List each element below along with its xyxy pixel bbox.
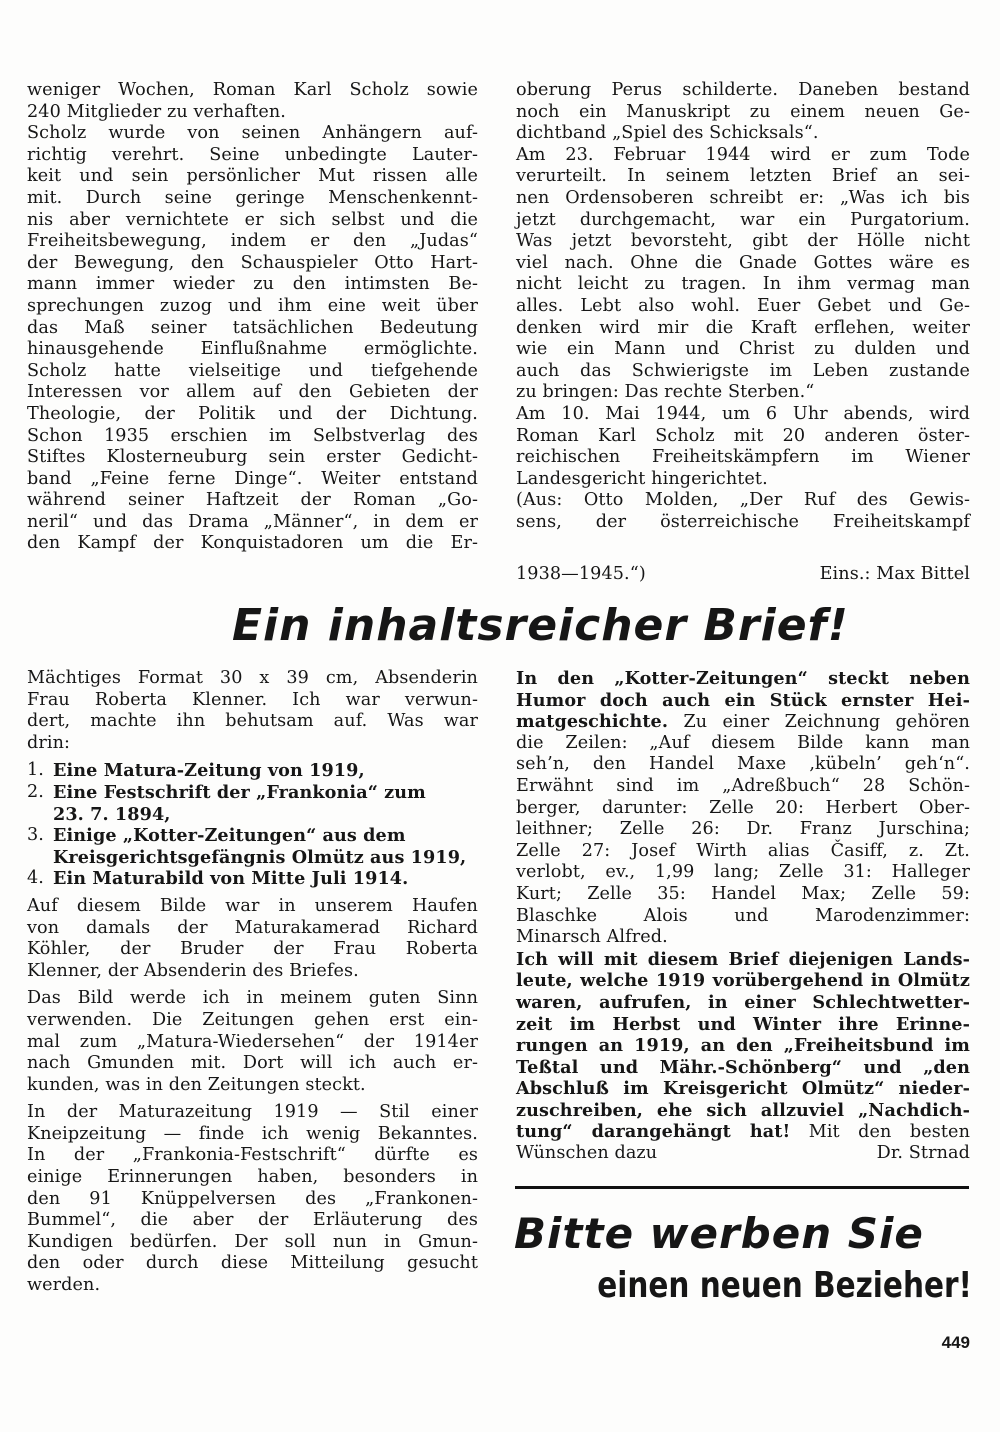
text-line: Minarsch Alfred. (516, 927, 668, 948)
text-line: verurteilt. In seinem letzten Brief an sei- (516, 166, 970, 187)
text-line: Blaschke Alois und Marodenzimmer: (516, 905, 970, 926)
text-line: Theologie, der Politik und der Dichtung. (27, 403, 478, 424)
text-line: Abschluß im Kreisgericht Olmütz“ nieder- (516, 1078, 970, 1100)
text-line: werden. (27, 1275, 101, 1296)
closing-text: Wünschen dazu (516, 1143, 658, 1164)
list-item-text: Kreisgerichtsgefängnis Olmütz aus 1919, (53, 846, 467, 868)
divider-rule (515, 1186, 969, 1189)
appeal-paragraph (516, 949, 970, 1143)
list-item-text: Einige „Kotter-Zeitungen“ aus dem (53, 825, 406, 847)
text-line: Frau Roberta Klenner. Ich war verwun- (27, 689, 478, 710)
list-item (27, 868, 478, 890)
text-line: den oder durch diese Mitteilung gesucht (27, 1253, 478, 1274)
text-line: band „Feine ferne Dinge“. Weiter entstand (27, 468, 478, 489)
list-item (27, 782, 478, 825)
list-item-text: Eine Matura-Zeitung von 1919, (53, 760, 365, 782)
text-line: Landesgericht hingerichtet. (516, 468, 768, 489)
text-line: keit und sein persönlicher Mut rissen alle (27, 166, 478, 187)
text-line: reichischen Freiheitskämpfern im Wiener (516, 447, 970, 468)
regular-fragment: Mit den besten (790, 1122, 971, 1143)
text-line: sprechungen zuzog und ihm eine weit über (27, 295, 478, 316)
text-line: verlobt, ev., 1,99 lang; Zelle 31: Halleger (516, 862, 970, 883)
list-number: 2. (27, 781, 44, 802)
text-line: oberung Perus schilderte. Daneben bestand (516, 80, 970, 100)
closing-line (516, 1143, 970, 1165)
bold-fragment: tung“ darangehängt hat! (516, 1121, 791, 1143)
text-line: dichtband „Spiel des Schicksals“. (516, 123, 819, 144)
text-line: dert, machte ihn behutsam auf. Was war (27, 711, 478, 732)
text-line: viel nach. Ohne die Gnade Gottes wäre es (516, 252, 970, 273)
text-line: (Aus: Otto Molden, „Der Ruf des Gewis- (516, 490, 970, 511)
list-item (27, 825, 478, 868)
text-line: leute, welche 1919 vorübergehend in Olmütz (516, 970, 970, 992)
article2-left-column (27, 668, 478, 1297)
text-line: noch ein Manuskript zu einem neuen Ge- (516, 101, 970, 122)
text-line: neril“ und das Drama „Männer“, in dem er (27, 511, 478, 532)
citation-end: 1938—1945.“) (516, 564, 646, 584)
text-line: auch das Schwierigste im Leben zustande (516, 360, 970, 381)
mixed-line (516, 1121, 970, 1143)
text-line: 240 Mitglieder zu verhaften. (27, 101, 286, 122)
text-line: leithner; Zelle 26: Dr. Franz Jurschina; (516, 819, 970, 840)
text-line: Teßtal und Mähr.-Schönberg“ und „den (516, 1056, 970, 1078)
text-line: Klenner, der Absenderin des Briefes. (27, 960, 359, 981)
text-line: zu bringen: Das rechte Sterben.“ (516, 382, 815, 403)
text-line: In den „Kotter-Zeitungen“ steckt neben (516, 668, 970, 689)
list-item-text: Ein Maturabild von Mitte Juli 1914. (53, 868, 409, 890)
text-line: jetzt durchgemacht, war ein Purgatorium. (516, 209, 970, 230)
text-line: sens, der österreichische Freiheitskampf (516, 511, 970, 532)
text-line: Was jetzt bevorsteht, gibt der Hölle nicht (516, 231, 970, 252)
text-line: In der Maturazeitung 1919 — Stil einer (27, 1102, 478, 1123)
list-number: 1. (27, 760, 44, 781)
text-line: nach Gmunden mit. Dort will ich auch er- (27, 1053, 478, 1074)
intro-paragraph (27, 668, 478, 754)
text-line: Kundigen bedürfen. Der soll nun in Gmun- (27, 1231, 478, 1252)
text-line: berger, darunter: Zelle 20: Herbert Ober- (516, 797, 970, 818)
text-line: richtig verehrt. Seine unbedingte Lauter- (27, 144, 478, 165)
list-item (27, 760, 478, 782)
contributor-credit: Eins.: Max Bittel (819, 564, 970, 584)
article2-headline: Ein inhaltsreicher Brief! (232, 600, 849, 651)
text-line: Am 10. Mai 1944, um 6 Uhr abends, wird (516, 403, 970, 424)
signature: Dr. Strnad (876, 1143, 970, 1164)
article1-right-column (516, 80, 970, 533)
list-item-text: 23. 7. 1894, (53, 803, 171, 825)
article1-citation-line (516, 564, 970, 586)
text-line: In der „Frankonia-Festschrift“ dürfte es (27, 1145, 478, 1166)
advert-line-1: Bitte werben Sie (514, 1209, 924, 1258)
text-line: Am 23. Februar 1944 wird er zum Tode (516, 144, 970, 165)
text-line: Das Bild werde ich in meinem guten Sinn (27, 988, 478, 1009)
text-line: von damals der Maturakamerad Richard (27, 917, 478, 938)
text-line: wie ein Mann und Christ zu dulden und (516, 339, 970, 360)
bold-fragment: matgeschichte. (516, 711, 669, 733)
text-line: einige Erinnerungen haben, besonders in (27, 1167, 478, 1188)
text-line: alles. Lebt also wohl. Euer Gebet und Ge- (516, 295, 970, 316)
text-line: den 91 Knüppelversen des „Frankonen- (27, 1188, 478, 1209)
text-line: waren, aufrufen, in einer Schlechtwetter- (516, 991, 970, 1013)
text-line: nicht leicht zu tragen. In ihm vermag man (516, 274, 970, 295)
text-line: das Maß seiner tatsächlichen Bedeutung (27, 317, 478, 338)
text-line: Scholz hatte vielseitige und tiefgehende (27, 360, 478, 381)
text-line: seh’n, den Handel Maxe ‚kübeln’ geh‘n“. (516, 754, 970, 775)
text-line: Stiftes Klosterneuburg sein erster Gedicht- (27, 447, 478, 468)
text-line: der Bewegung, den Schauspieler Otto Hart- (27, 252, 478, 273)
article1-left-column (27, 80, 478, 555)
text-line: kunden, was in den Zeitungen steckt. (27, 1074, 366, 1095)
text-line: zeit im Herbst und Winter ihre Erinne- (516, 1013, 970, 1035)
text-line: Mächtiges Format 30 x 39 cm, Absenderin (27, 668, 478, 688)
usage-paragraph (27, 988, 478, 1096)
text-line: Humor doch auch ein Stück ernster Hei- (516, 689, 970, 711)
text-line: Zelle 27: Josef Wirth alias Časiff, z. Zt. (516, 840, 970, 861)
text-line: denken wird mir die Kraft erflehen, weiter (516, 317, 970, 338)
mixed-line (516, 711, 970, 733)
text-line: Auf diesem Bilde war in unserem Haufen (27, 895, 478, 916)
text-line: Kneipzeitung — finde ich wenig Bekanntes. (27, 1123, 478, 1144)
text-line: mit. Durch seine geringe Menschenkennt- (27, 187, 478, 208)
text-line: zuschreiben, ehe sich allzuviel „Nachdich- (516, 1099, 970, 1121)
text-line: mal zum „Matura-Wiedersehen“ der 1914er (27, 1031, 478, 1052)
text-line: nen Ordensoberen schreibt er: „Was ich bis (516, 187, 970, 208)
text-line: Köhler, der Bruder der Frau Roberta (27, 939, 478, 960)
kotter-paragraph (516, 668, 970, 949)
regular-fragment: Zu einer Zeichnung gehören (668, 712, 970, 733)
text-line: Ich will mit diesem Brief diejenigen Lands- (516, 948, 970, 970)
contents-list (27, 760, 478, 890)
text-line: Schon 1935 erschien im Selbstverlag des (27, 425, 478, 446)
text-line: die Zeilen: „Auf diesem Bilde kann man (516, 732, 970, 753)
text-line: weniger Wochen, Roman Karl Scholz sowie (27, 80, 478, 100)
text-line: hinausgehende Einflußnahme ermöglichte. (27, 339, 478, 360)
list-number: 4. (27, 868, 44, 889)
text-line: Scholz wurde von seinen Anhängern auf- (27, 123, 478, 144)
text-line: Bummel“, die aber der Erläuterung des (27, 1210, 478, 1231)
text-line: drin: (27, 732, 71, 753)
list-item-text: Eine Festschrift der „Frankonia“ zum (53, 781, 426, 803)
article2-right-column (516, 668, 970, 1165)
text-line: während seiner Haftzeit der Roman „Go- (27, 490, 478, 511)
advert-line-2: einen neuen Bezieher! (597, 1265, 972, 1306)
text-line: nis aber vernichtete er sich selbst und die (27, 209, 478, 230)
text-line: rungen an 1919, an den „Freiheitsbund im (516, 1035, 970, 1057)
text-line: mann immer wieder zu den intimsten Be- (27, 274, 478, 295)
text-line: Freiheitsbewegung, indem er den „Judas“ (27, 231, 478, 252)
text-line: verwenden. Die Zeitungen gehen erst ein- (27, 1009, 478, 1030)
text-line: Interessen vor allem auf den Gebieten der (27, 382, 478, 403)
text-line: den Kampf der Konquistadoren um die Er- (27, 533, 478, 554)
text-line: Kurt; Zelle 35: Handel Max; Zelle 59: (516, 883, 970, 904)
content-paragraph (27, 1102, 478, 1296)
photo-paragraph (27, 896, 478, 982)
page-number: 449 (941, 1333, 970, 1352)
text-line: Erwähnt sind im „Adreßbuch“ 28 Schön- (516, 775, 970, 796)
text-line: Roman Karl Scholz mit 20 anderen öster- (516, 425, 970, 446)
list-number: 3. (27, 825, 44, 846)
